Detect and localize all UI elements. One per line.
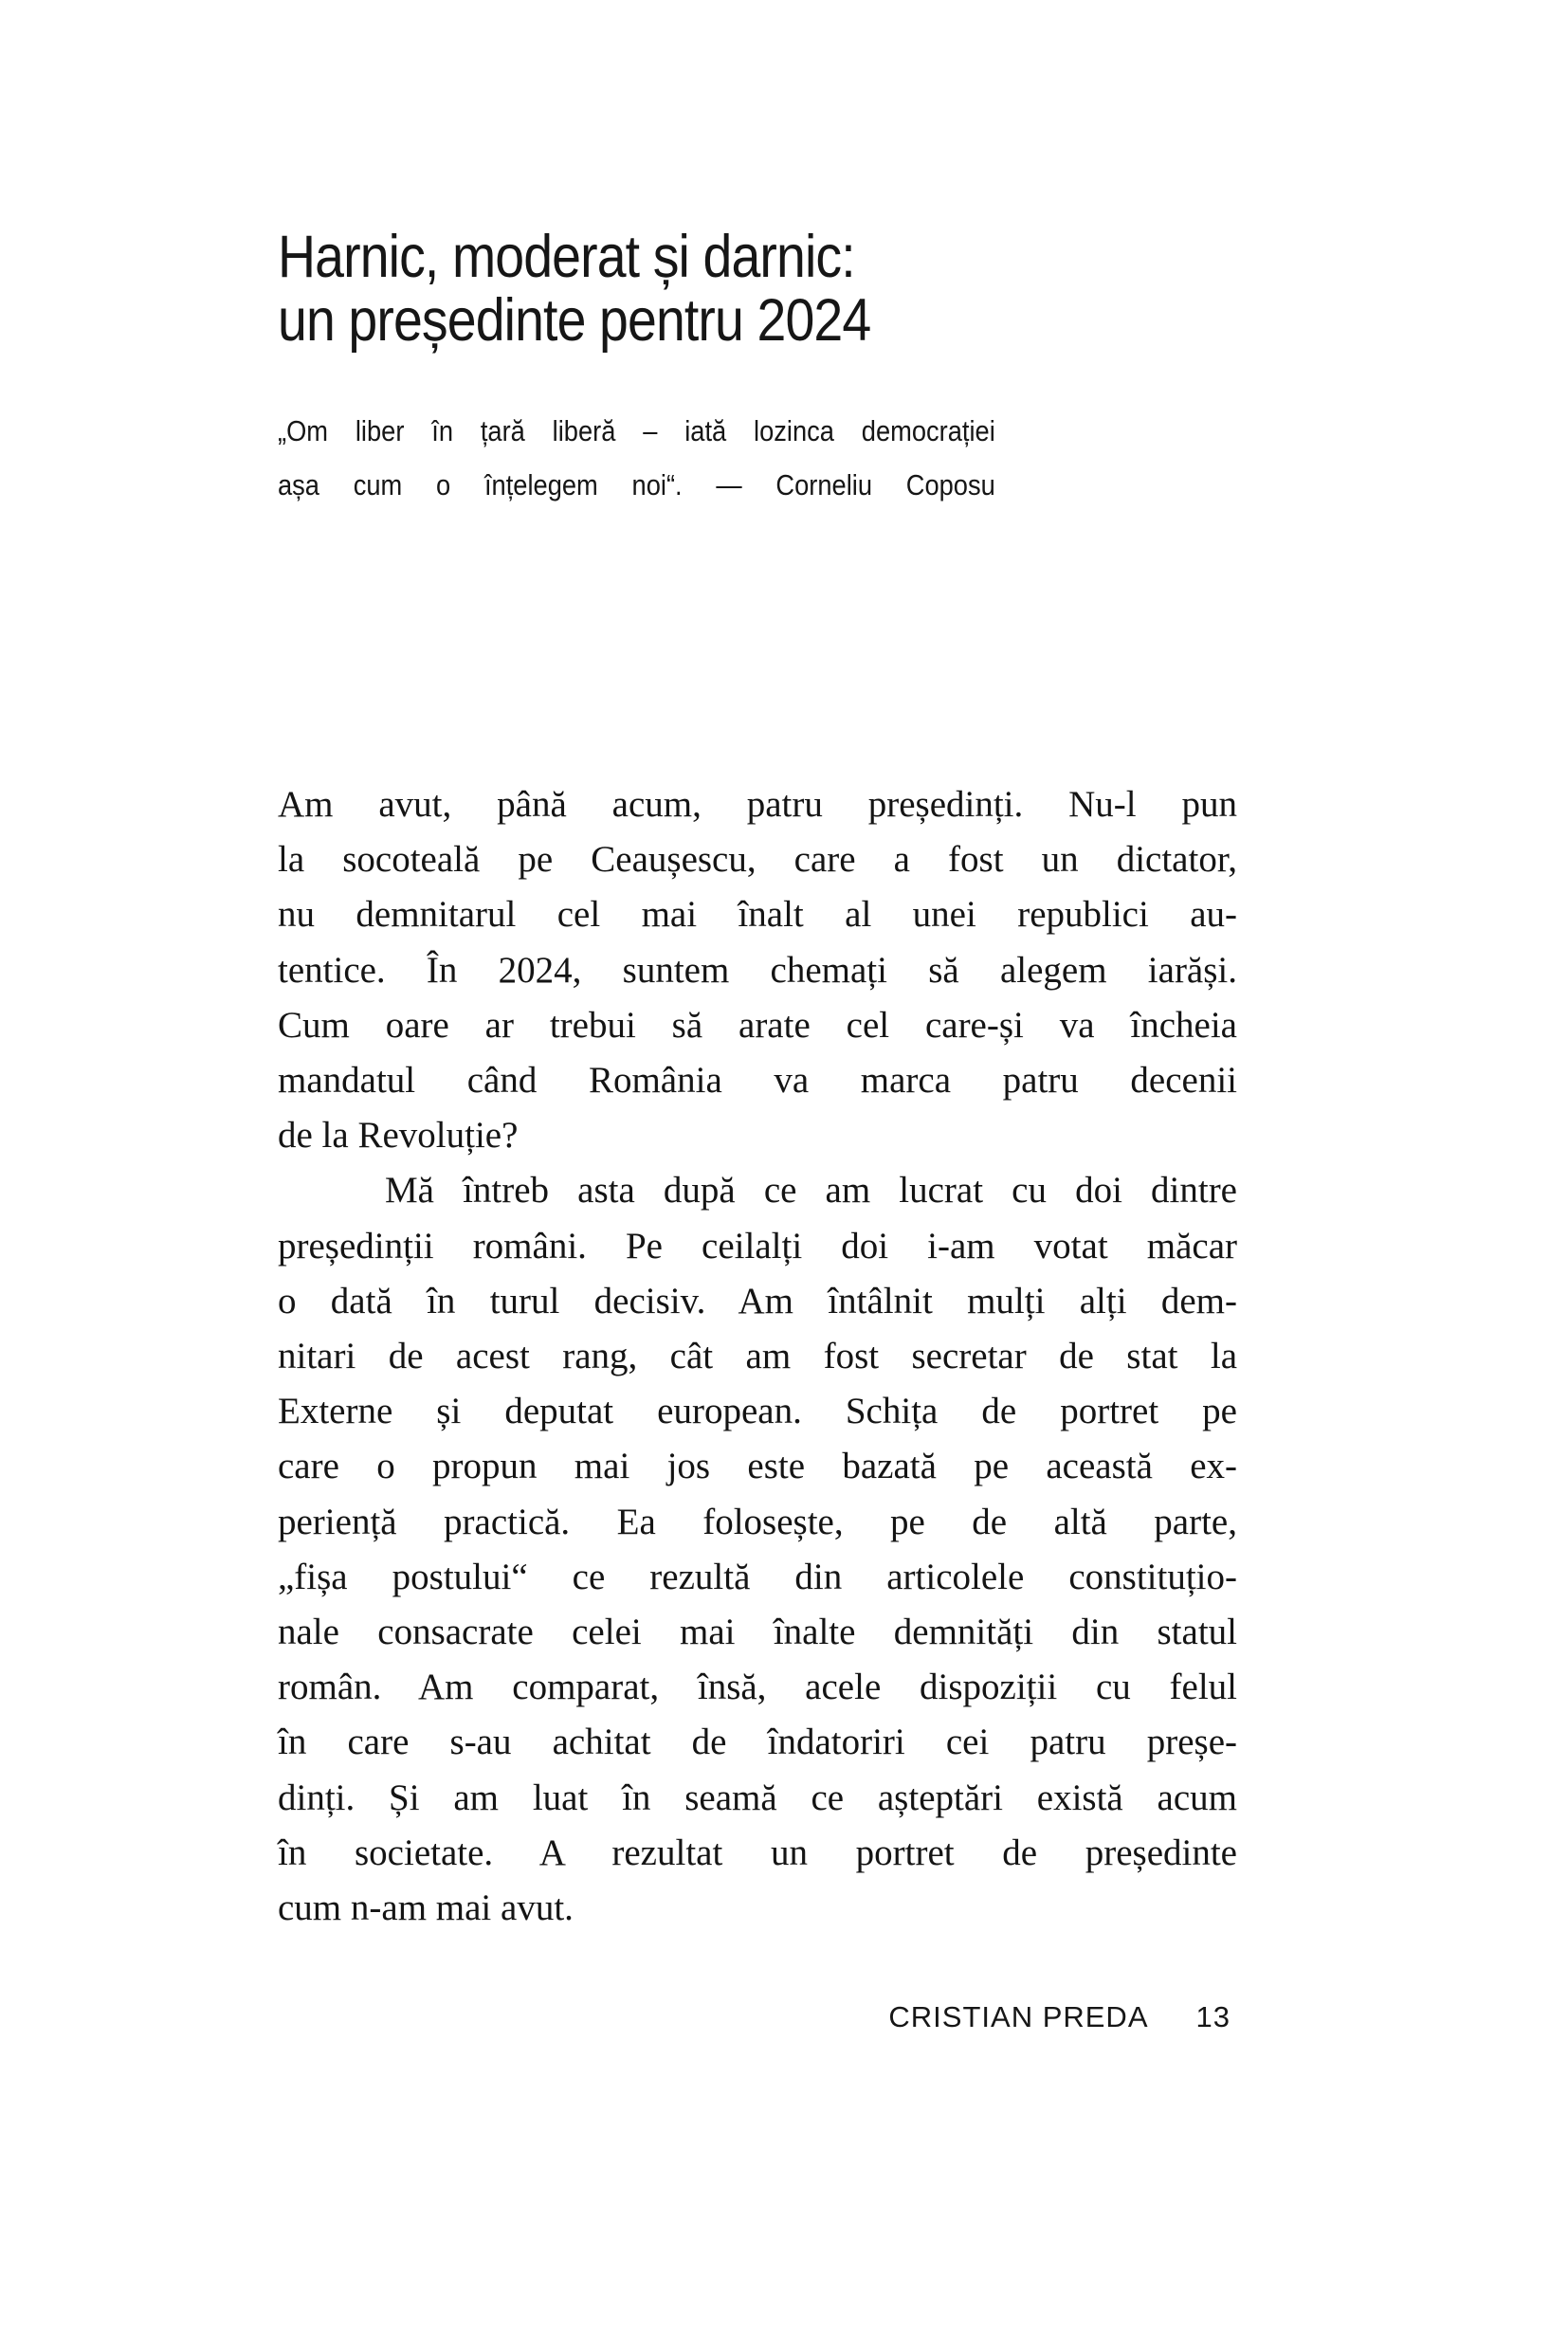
chapter-title-line-1: Harnic, moderat și darnic: xyxy=(278,224,855,290)
body-line: mandatul când România va marca patru decenii xyxy=(278,1060,1237,1102)
body-line: de la Revoluție? xyxy=(278,1115,519,1157)
body-line: care o propun mai jos este bazată pe această ex- xyxy=(278,1446,1237,1487)
footer-author: CRISTIAN PREDA xyxy=(888,2000,1149,2033)
body-line: la socoteală pe Ceaușescu, care a fost un dictator, xyxy=(278,839,1237,881)
running-footer xyxy=(888,2000,1231,2034)
body-line: dinți. Și am luat în seamă ce așteptări există acum xyxy=(278,1777,1237,1818)
body-line: periență practică. Ea folosește, pe de altă parte, xyxy=(278,1501,1237,1542)
body-line: Externe și deputat european. Schița de portret pe xyxy=(278,1391,1237,1432)
body-line: tentice. În 2024, suntem chemați să alegem iarăși. xyxy=(278,949,1237,991)
body-line: președinții români. Pe ceilalți doi i-am votat măcar xyxy=(278,1225,1237,1267)
chapter-title-line-2: un președinte pentru 2024 xyxy=(278,287,871,354)
body-line: Mă întreb asta după ce am lucrat cu doi dintre xyxy=(385,1170,1237,1212)
body-line: cum n-am mai avut. xyxy=(278,1887,574,1929)
body-line: Cum oare ar trebui să arate cel care-și va încheia xyxy=(278,1004,1237,1046)
footer-page-number: 13 xyxy=(1195,2000,1231,2033)
body-line: Am avut, până acum, patru președinți. Nu-l pun xyxy=(278,784,1237,825)
body-line: nale consacrate celei mai înalte demnități din statul xyxy=(278,1612,1237,1653)
body-line: o dată în turul decisiv. Am întâlnit mulți alți dem- xyxy=(278,1280,1237,1321)
chapter-title xyxy=(278,226,870,353)
epigraph-line-2: așa cum o înțelegem noi“. — Corneliu Coposu xyxy=(278,468,995,501)
epigraph xyxy=(278,404,995,512)
body-line: în societate. A rezultat un portret de președinte xyxy=(278,1832,1237,1873)
body-line: nitari de acest rang, cât am fost secretar de stat la xyxy=(278,1336,1237,1377)
body-line: român. Am comparat, însă, acele dispoziții cu felul xyxy=(278,1667,1237,1708)
body-text xyxy=(278,777,1237,1936)
epigraph-line-1: „Om liber în țară liberă – iată lozinca democrației xyxy=(278,414,995,447)
body-line: nu demnitarul cel mai înalt al unei republici au- xyxy=(278,894,1237,936)
body-line: în care s-au achitat de îndatoriri cei patru preșe- xyxy=(278,1722,1237,1763)
body-line: „fișa postului“ ce rezultă din articolele constituțio- xyxy=(278,1556,1237,1597)
